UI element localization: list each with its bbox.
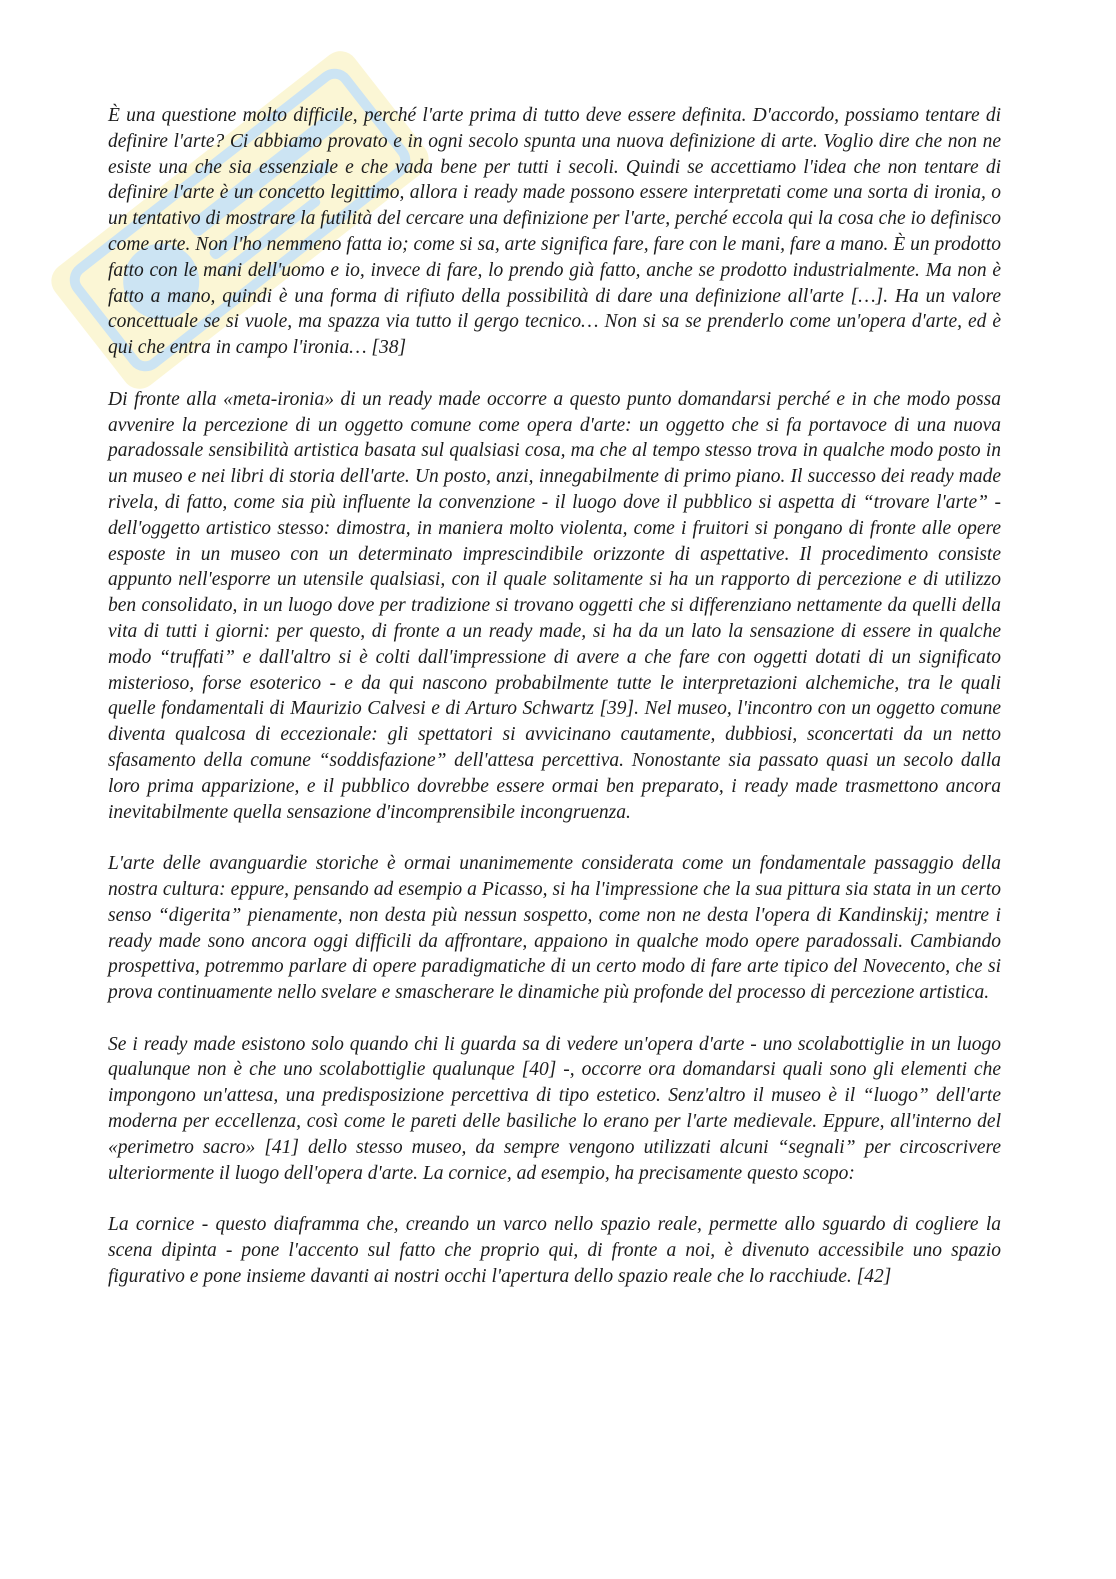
body-paragraph: Di fronte alla «meta-ironia» di un ready made occorre a questo punto domandarsi perché e in che modo possa avvenire la percezione di un oggetto comune come opera d'arte: un oggetto che si fa portavoce di una nuova paradossale sensibilità artistica basata sul qualsiasi cosa, ma che al tempo stesso trova in qualche modo posto in un museo e nei libri di storia dell'arte. Un posto, anzi, innegabilmente di primo piano. Il successo dei ready made rivela, di fatto, come sia più influente la convenzione - il luogo dove il pubblico si aspetta di “trovare l'arte” - dell'oggetto artistico stesso: dimostra, in maniera molto violenta, come i fruitori si pongano di fronte alle opere esposte in un museo con un determinato imprescindibile orizzonte di aspettative. Il procedimento consiste appunto nell'esporre un utensile qualsiasi, con il quale solitamente si ha un rapporto di percezione e di utilizzo ben consolidato, in un luogo dove per tradizione si trovano oggetti che si differenziano nettamente da quelli della vita di tutti i giorni: per questo, di fronte a un ready made, si ha da un lato la sensazione di essere in qualche modo “truffati” e dall'altro si è colti dall'impressione di avere a che fare con oggetti dotati di un significato misterioso, forse esoterico - e da qui nascono probabilmente tutte le interpretazioni alchemiche, tra le quali quelle fondamentali di Maurizio Calvesi e di Arturo Schwartz [39]. Nel museo, l'incontro con un oggetto comune diventa qualcosa di eccezionale: gli spettatori si avvicinano cautamente, dubbiosi, sconcertati da un netto sfasamento della comune “soddisfazione” dell'attesa percettiva. Nonostante sia passato quasi un secolo dalla loro prima apparizione, e il pubblico dovrebbe essere ormai ben preparato, i ready made trasmettono ancora inevitabilmente quella sensazione d'incomprensibile incongruenza. [108,388,1001,823]
document-body [108,103,1001,1290]
quote-paragraph: È una questione molto difficile, perché l'arte prima di tutto deve essere definita. D'accordo, possiamo tentare di definire l'arte? Ci abbiamo provato e in ogni secolo spunta una nuova definizione di arte. Voglio dire che non ne esiste una che sia essenziale e che vada bene per tutti i secoli. Quindi se accettiamo l'idea che non tentare di definire l'arte è un concetto legittimo, allora i ready made possono essere interpretati come una sorta di ironia, o un tentativo di mostrare la futilità del cercare una definizione per l'arte, perché eccola qui la cosa che io definisco come arte. Non l'ho nemmeno fatta io; come si sa, arte significa fare, fare con le mani, fare a mano. È un prodotto fatto con le mani dell'uomo e io, invece di fare, lo prendo già fatto, anche se prodotto industrialmente. Ma non è fatto a mano, quindi è una forma di rifiuto della possibilità di dare una definizione all'arte […]. Ha un valore concettuale se si vuole, ma spazza via tutto il gergo tecnico… Non si sa se prenderlo come un'opera d'arte, ed è qui che entra in campo l'ironia… [38] [108,105,1001,359]
body-paragraph: Se i ready made esistono solo quando chi li guarda sa di vedere un'opera d'arte - uno scolabottiglie in un luogo qualunque non è che uno scolabottiglie qualunque [40] -, occorre ora domandarsi quali sono gli elementi che impongono un'attesa, una predisposizione percettiva di tipo estetico. Senz'altro il museo è il “luogo” dell'arte moderna per eccellenza, così come le pareti delle basiliche lo erano per l'arte medievale. Eppure, all'interno del «perimetro sacro» [41] dello stesso museo, da sempre vengono utilizzati alcuni “segnali” per circoscrivere ulteriormente il luogo dell'opera d'arte. La cornice, ad esempio, ha precisamente questo scopo: [108,1033,1001,1184]
quote-paragraph: La cornice - questo diaframma che, creando un varco nello spazio reale, permette allo sguardo di cogliere la scena dipinta - pone l'accento sul fatto che proprio qui, di fronte a noi, è divenuto accessibile uno spazio figurativo e pone insieme davanti ai nostri occhi l'apertura dello spazio reale che lo racchiude. [42] [108,1214,1001,1287]
body-paragraph: L'arte delle avanguardie storiche è ormai unanimemente considerata come un fondamentale passaggio della nostra cultura: eppure, pensando ad esempio a Picasso, si ha l'impressione che la sua pittura sia stata in un certo senso “digerita” pienamente, non desta più nessun sospetto, come non ne desta l'opera di Kandinskij; mentre i ready made sono ancora oggi difficili da affrontare, appaiono in qualche modo opere paradossali. Cambiando prospettiva, potremmo parlare di opere paradigmatiche di un certo modo di fare arte tipico del Novecento, che si prova continuamente nello svelare e smascherare le dinamiche più profonde del processo di percezione artistica. [108,853,1001,1004]
